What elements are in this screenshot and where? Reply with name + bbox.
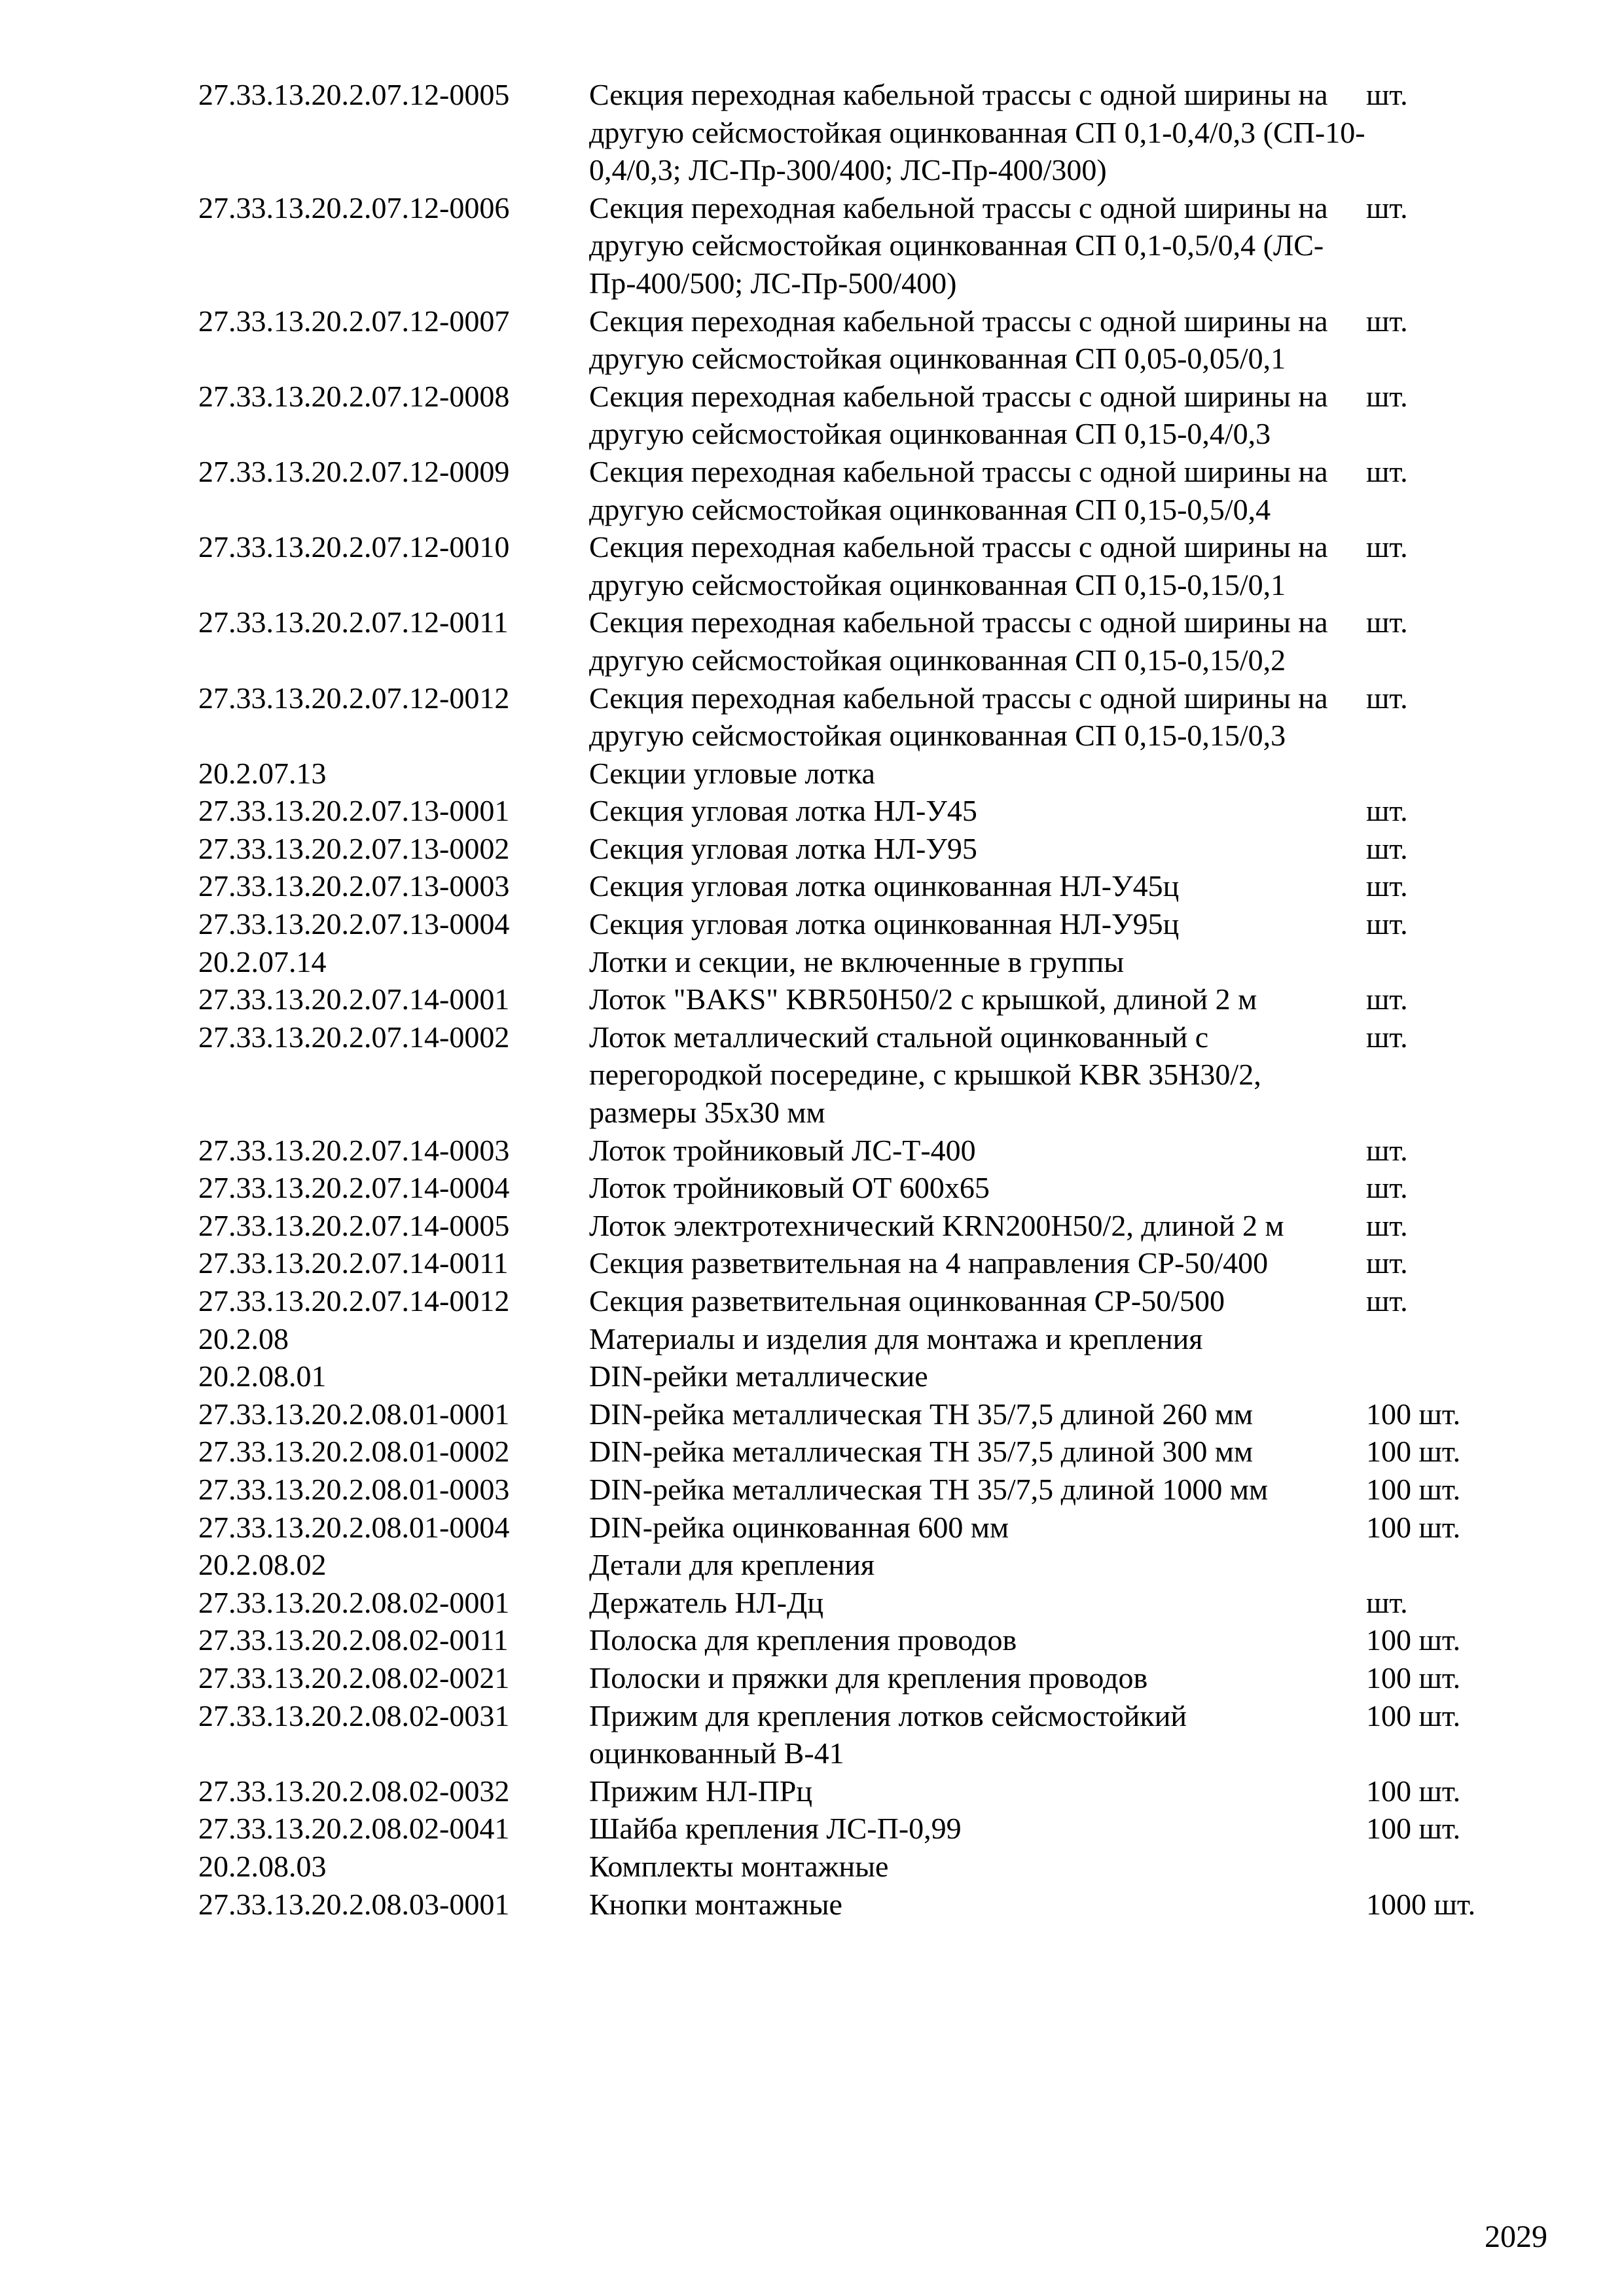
item-unit: 100 шт. [1366,1774,1461,1808]
catalog-row [198,1207,1507,1245]
item-code: 27.33.13.20.2.08.01-0003 [198,1472,510,1506]
item-unit: 1000 шт. [1366,1887,1476,1921]
section-heading-row [198,1320,1507,1358]
catalog-row [198,1886,1507,1924]
catalog-table [198,76,1507,1923]
catalog-row [198,830,1507,868]
item-code: 27.33.13.20.2.08.02-0041 [198,1812,510,1846]
catalog-row [198,189,1507,302]
item-name: Секция угловая лотка НЛ-У45 [589,794,977,828]
item-unit: шт. [1366,379,1408,413]
item-code: 27.33.13.20.2.07.12-0010 [198,530,510,564]
catalog-row [198,792,1507,830]
item-name: Шайба крепления ЛС-П-0,99 [589,1812,962,1846]
item-name: Лоток "BAKS" KBR50H50/2 с крышкой, длиной 2 м [589,982,1257,1016]
item-name: Секция переходная кабельной трассы с одной ширины на другую сейсмостойкая оцинкованная СП 0,1-0,5/0,4 (ЛС-Пр-400/500; ЛС-Пр-500/400) [589,190,1328,300]
section-heading-row [198,1357,1507,1395]
item-code: 27.33.13.20.2.07.14-0004 [198,1171,510,1205]
item-code: 27.33.13.20.2.07.12-0008 [198,379,510,413]
section-heading-row [198,755,1507,793]
item-name: Секция переходная кабельной трассы с одной ширины на другую сейсмостойкая оцинкованная СП 0,15-0,15/0,2 [589,605,1328,677]
catalog-row [198,1621,1507,1659]
item-code: 27.33.13.20.2.07.13-0001 [198,794,510,828]
item-code: 20.2.08.02 [198,1548,327,1582]
catalog-row [198,1132,1507,1170]
section-heading-row [198,943,1507,981]
catalog-row [198,1772,1507,1810]
item-name: DIN-рейка оцинкованная 600 мм [589,1510,1009,1544]
catalog-row [198,302,1507,378]
item-code: 27.33.13.20.2.07.12-0009 [198,454,510,488]
item-name: Полоски и пряжки для крепления проводов [589,1660,1148,1695]
catalog-row [198,528,1507,603]
item-unit: 100 шт. [1366,1623,1461,1657]
item-unit: шт. [1366,190,1408,224]
item-code: 27.33.13.20.2.08.02-0001 [198,1585,510,1619]
item-name: Лоток тройниковый ОТ 600х65 [589,1171,990,1205]
item-unit: шт. [1366,1585,1408,1619]
item-unit: шт. [1366,681,1408,715]
catalog-row [198,1244,1507,1282]
item-unit: 100 шт. [1366,1698,1461,1732]
catalog-row [198,867,1507,905]
item-name: DIN-рейка металлическая TH 35/7,5 длиной 300 мм [589,1435,1254,1469]
item-code: 27.33.13.20.2.08.01-0004 [198,1510,510,1544]
item-code: 27.33.13.20.2.07.14-0012 [198,1284,510,1318]
item-name: Материалы и изделия для монтажа и крепления [589,1321,1203,1355]
item-name: Прижим для крепления лотков сейсмостойкий оцинкованный В-41 [589,1698,1187,1770]
item-name: Лотки и секции, не включенные в группы [589,944,1125,978]
catalog-row [198,980,1507,1018]
item-unit: шт. [1366,1171,1408,1205]
item-unit: шт. [1366,794,1408,828]
item-code: 27.33.13.20.2.07.14-0001 [198,982,510,1016]
section-heading-row [198,1848,1507,1886]
item-code: 20.2.08 [198,1321,289,1355]
item-name: Секция переходная кабельной трассы с одной ширины на другую сейсмостойкая оцинкованная СП 0,15-0,15/0,3 [589,681,1328,753]
item-unit: 100 шт. [1366,1397,1461,1431]
item-unit: шт. [1366,78,1408,111]
item-code: 27.33.13.20.2.08.03-0001 [198,1887,510,1921]
item-unit: 100 шт. [1366,1472,1461,1506]
item-name: Комплекты монтажные [589,1849,889,1883]
catalog-row [198,1509,1507,1547]
catalog-row [198,76,1507,189]
item-code: 27.33.13.20.2.07.14-0002 [198,1020,510,1054]
item-code: 27.33.13.20.2.07.13-0002 [198,831,510,865]
item-name: Лоток металлический стальной оцинкованный с перегородкой посередине, с крышкой KBR 35H30/2, размеры 35x30 мм [589,1020,1261,1130]
item-unit: шт. [1366,1284,1408,1318]
item-name: Секции угловые лотка [589,756,875,790]
item-name: Секция переходная кабельной трассы с одной ширины на другую сейсмостойкая оцинкованная СП 0,15-0,5/0,4 [589,454,1328,526]
item-name: Держатель НЛ-Дц [589,1585,824,1619]
item-name: Секция переходная кабельной трассы с одной ширины на другую сейсмостойкая оцинкованная СП 0,05-0,05/0,1 [589,304,1328,376]
item-unit: шт. [1366,304,1408,338]
item-code: 27.33.13.20.2.07.12-0011 [198,605,509,639]
catalog-row [198,1810,1507,1848]
catalog-row [198,1282,1507,1320]
item-code: 27.33.13.20.2.07.12-0012 [198,681,510,715]
item-unit: шт. [1366,605,1408,639]
item-unit: шт. [1366,1246,1408,1280]
item-code: 27.33.13.20.2.08.02-0031 [198,1698,510,1732]
catalog-row [198,1018,1507,1132]
item-name: Секция разветвительная оцинкованная СР-50/500 [589,1284,1225,1318]
catalog-row [198,1433,1507,1471]
item-name: Секция разветвительная на 4 направления СР-50/400 [589,1246,1269,1280]
item-unit: шт. [1366,907,1408,941]
item-name: Секция угловая лотка оцинкованная НЛ-У45ц [589,869,1180,903]
item-name: Секция переходная кабельной трассы с одной ширины на другую сейсмостойкая оцинкованная СП 0,15-0,4/0,3 [589,379,1328,451]
item-code: 27.33.13.20.2.07.13-0004 [198,907,510,941]
item-unit: 100 шт. [1366,1812,1461,1846]
catalog-row [198,679,1507,755]
item-code: 27.33.13.20.2.07.12-0005 [198,78,510,111]
item-unit: шт. [1366,1208,1408,1242]
catalog-row [198,905,1507,943]
item-name: DIN-рейки металлические [589,1359,928,1393]
catalog-row [198,603,1507,679]
item-name: Лоток тройниковый ЛС-Т-400 [589,1133,976,1167]
item-name: DIN-рейка металлическая TH 35/7,5 длиной 1000 мм [589,1472,1269,1506]
item-unit: шт. [1366,454,1408,488]
section-heading-row [198,1546,1507,1584]
item-code: 27.33.13.20.2.08.02-0021 [198,1660,510,1695]
item-code: 20.2.08.01 [198,1359,327,1393]
item-unit: шт. [1366,982,1408,1016]
item-name: Прижим НЛ-ПРц [589,1774,813,1808]
item-code: 20.2.07.14 [198,944,327,978]
item-unit: 100 шт. [1366,1660,1461,1695]
item-name: Кнопки монтажные [589,1887,842,1921]
item-unit: шт. [1366,530,1408,564]
item-unit: 100 шт. [1366,1510,1461,1544]
item-code: 27.33.13.20.2.07.13-0003 [198,869,510,903]
item-code: 27.33.13.20.2.07.14-0005 [198,1208,510,1242]
item-name: Секция переходная кабельной трассы с одной ширины на другую сейсмостойкая оцинкованная СП 0,1-0,4/0,3 (СП-10-0,4/0,3; ЛС-Пр-300/400; ЛС-Пр-400/300) [589,78,1365,187]
item-code: 27.33.13.20.2.07.12-0006 [198,190,510,224]
catalog-row [198,1697,1507,1772]
item-code: 27.33.13.20.2.08.01-0002 [198,1435,510,1469]
item-name: Лоток электротехнический KRN200H50/2, длиной 2 м [589,1208,1284,1242]
item-name: Полоска для крепления проводов [589,1623,1017,1657]
item-code: 27.33.13.20.2.07.14-0003 [198,1133,510,1167]
item-code: 27.33.13.20.2.08.01-0001 [198,1397,510,1431]
item-name: Детали для крепления [589,1548,875,1582]
catalog-row [198,1395,1507,1433]
item-unit: шт. [1366,1020,1408,1054]
item-name: DIN-рейка металлическая TH 35/7,5 длиной 260 мм [589,1397,1254,1431]
item-code: 20.2.07.13 [198,756,327,790]
item-code: 27.33.13.20.2.07.14-0011 [198,1246,509,1280]
catalog-row [198,1169,1507,1207]
page-number: 2029 [1485,2219,1547,2254]
item-unit: шт. [1366,869,1408,903]
catalog-row [198,378,1507,453]
item-code: 27.33.13.20.2.08.02-0011 [198,1623,509,1657]
item-code: 27.33.13.20.2.08.02-0032 [198,1774,510,1808]
item-unit: шт. [1366,831,1408,865]
item-code: 20.2.08.03 [198,1849,327,1883]
item-unit: 100 шт. [1366,1435,1461,1469]
item-name: Секция переходная кабельной трассы с одной ширины на другую сейсмостойкая оцинкованная СП 0,15-0,15/0,1 [589,530,1328,601]
item-name: Секция угловая лотка НЛ-У95 [589,831,977,865]
catalog-row [198,1584,1507,1622]
item-unit: шт. [1366,1133,1408,1167]
catalog-row [198,1659,1507,1697]
catalog-row [198,1471,1507,1509]
item-name: Секция угловая лотка оцинкованная НЛ-У95ц [589,907,1180,941]
item-code: 27.33.13.20.2.07.12-0007 [198,304,510,338]
catalog-row [198,453,1507,528]
